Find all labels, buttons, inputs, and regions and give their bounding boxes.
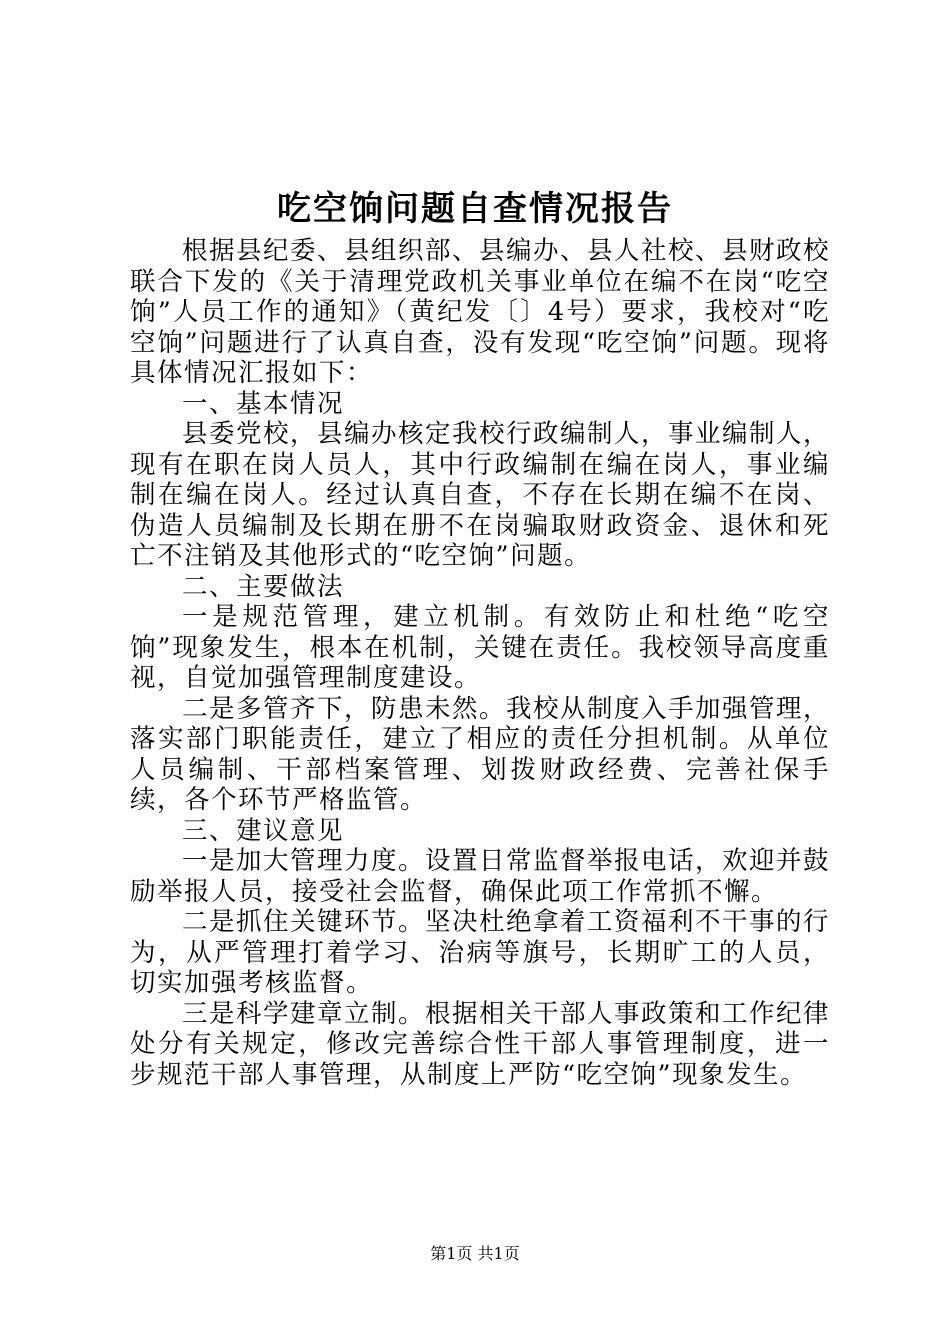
section-heading-main-practices: 二、主要做法	[182, 571, 345, 602]
practice-paragraph-1: 一是规范管理，建立机制。有效防止和杜绝“吃空饷”现象发生，根本在机制，关键在责任。我校领导高度重视，自觉加强管理制度建设。	[130, 602, 830, 693]
suggestion-paragraph-2: 二是抓住关键环节。坚决杜绝拿着工资福利不干事的行为，从严管理打着学习、治病等旗号，长期旷工的人员，切实加强考核监督。	[130, 907, 831, 998]
section-heading-basic-situation: 一、基本情况	[182, 388, 345, 419]
suggestion-paragraph-3: 三是科学建章立制。根据相关干部人事政策和工作纪律处分有关规定，修改完善综合性干部人事管理制度，进一步规范干部人事管理，从制度上严防“吃空饷”现象发生。	[130, 998, 831, 1090]
section-heading-suggestions: 三、建议意见	[182, 815, 345, 846]
basic-situation-paragraph: 县委党校，县编办核定我校行政编制人，事业编制人，现有在职在岗人员人，其中行政编制在编在岗人，事业编制在编在岗人。经过认真自查，不存在长期在编不在岗、伪造人员编制及长期在册不在岗骗取财政资金、退休和死亡不注销及其他形式的“吃空饷”问题。	[130, 419, 831, 571]
page-title: 吃空饷问题自查情况报告	[277, 189, 673, 229]
page-footer: 第1页 共1页	[430, 1244, 520, 1263]
intro-paragraph: 根据县纪委、县组织部、县编办、县人社校、县财政校联合下发的《关于清理党政机关事业单位在编不在岗“吃空饷”人员工作的通知》（黄纪发〔〕4号）要求，我校对“吃空饷”问题进行了认真自查，没有发现“吃空饷”问题。现将具体情况汇报如下：	[130, 236, 831, 388]
document-body	[130, 236, 830, 1090]
suggestion-paragraph-1: 一是加大管理力度。设置日常监督举报电话，欢迎并鼓励举报人员，接受社会监督，确保此项工作常抓不懈。	[130, 846, 831, 907]
practice-paragraph-2: 二是多管齐下，防患未然。我校从制度入手加强管理，落实部门职能责任，建立了相应的责任分担机制。从单位人员编制、干部档案管理、划拨财政经费、完善社保手续，各个环节严格监管。	[130, 693, 831, 815]
